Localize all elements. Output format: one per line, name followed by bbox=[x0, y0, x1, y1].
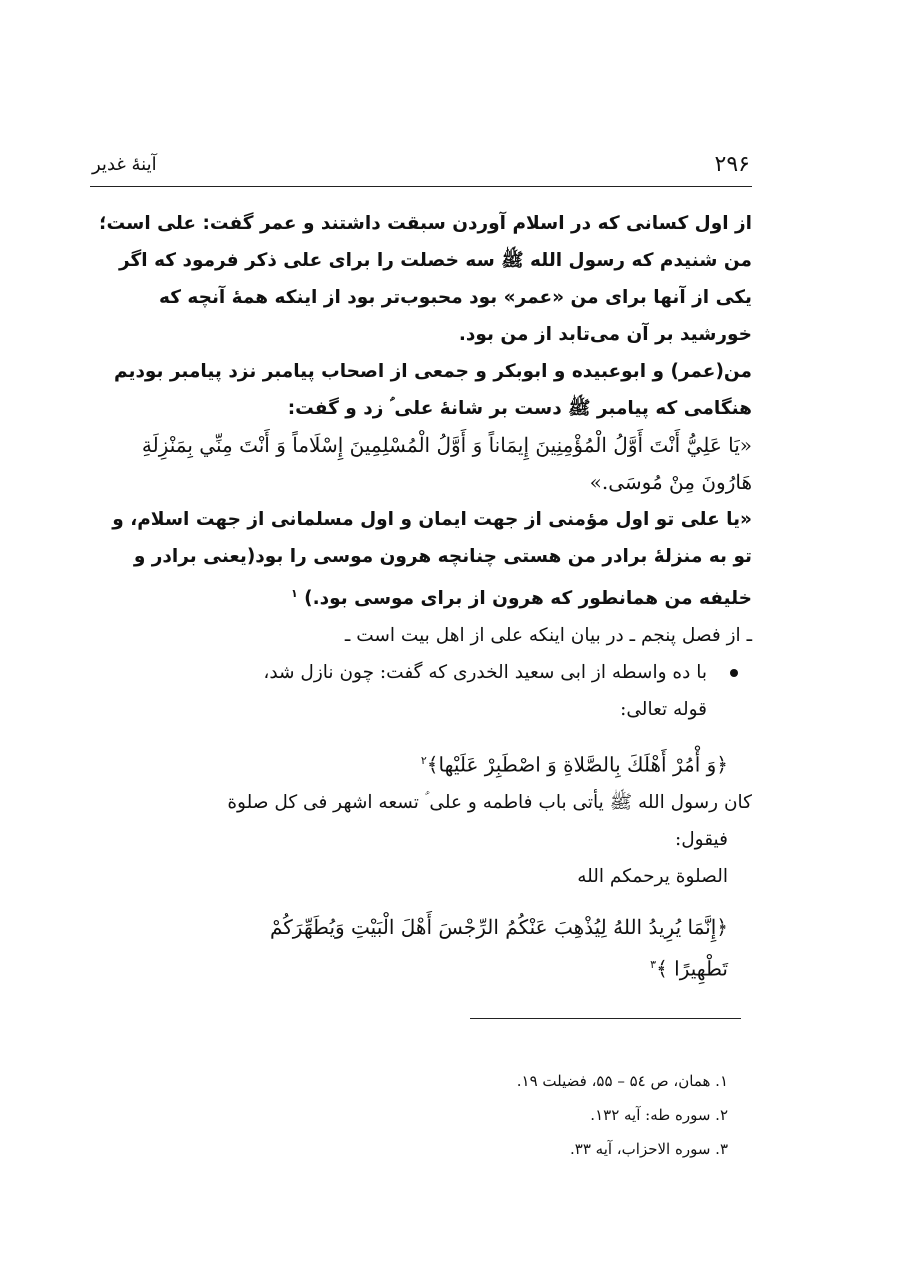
bullet-dot-icon bbox=[730, 669, 738, 677]
footnote-marker: ۳ bbox=[650, 957, 657, 971]
footnote: ۲. سوره طه: آیه ۱۳۲. bbox=[590, 1106, 728, 1124]
hadith-line: هَارُونَ مِنْ مُوسَى.» bbox=[589, 470, 752, 494]
footnote-divider bbox=[470, 1018, 741, 1019]
text-line: از اول کسانی که در اسلام آوردن سبقت داشتند و عمر گفت: علی است؛ bbox=[99, 213, 752, 234]
text-line: من(عمر) و ابوعبیده و ابوبکر و جمعی از اصحاب پیامبر نزد پیامبر بودیم bbox=[113, 361, 752, 382]
narration-line: فیقول: bbox=[674, 828, 728, 850]
text-line: هنگامی که پیامبر ﷺ دست بر شانهٔ علی ؑ زد و گفت: bbox=[287, 398, 752, 419]
footnote: ۳. سوره الاحزاب، آیه ۳۳. bbox=[569, 1140, 728, 1158]
page-number: ۲۹۶ bbox=[714, 152, 750, 177]
text-line: من شنیدم که رسول الله ﷺ سه خصلت را برای علی ذکر فرمود که اگر bbox=[119, 250, 752, 271]
main-text bbox=[90, 205, 752, 987]
quran-verse bbox=[90, 742, 752, 784]
running-title: آینهٔ غدیر bbox=[92, 154, 157, 175]
bullet-text: با ده واسطه از ابی سعید الخدری که گفت: چون نازل شد، bbox=[263, 662, 707, 684]
quran-verse: ﴿إِنَّمَا یُرِیدُ اللهُ لِیُذْهِبَ عَنْكُمُ الرِّجْسَ أَهْلَ الْبَیْتِ وَیُطَهِّرَكُمْ bbox=[269, 914, 728, 939]
bullet-continuation: قوله تعالی: bbox=[620, 699, 707, 721]
translation-line bbox=[90, 575, 752, 617]
hadith-line: «یَا عَلِيُّ أَنْتَ أَوَّلُ الْمُؤْمِنِینَ إِیمَاناً وَ أَوَّلُ الْمُسْلِمِینَ إِسْلَاماً وَ أَنْتَ مِنِّي بِمَنْزِلَةِ bbox=[141, 433, 752, 457]
footnote-marker: ۱ bbox=[291, 587, 298, 600]
translation-line: تو به منزلهٔ برادر من هستی چنانچه هرون موسی را بود(یعنی برادر و bbox=[133, 546, 752, 567]
translation-text: خلیفه من همانطور که هرون از برای موسی بود.) bbox=[304, 588, 752, 610]
section-heading: ـ از فصل پنجم ـ در بیان اینکه علی از اهل بیت است ـ bbox=[344, 625, 752, 647]
footnote: ۱. همان، ص ۵٤ – ۵۵، فضیلت ۱۹. bbox=[516, 1072, 728, 1090]
quran-verse-cont bbox=[90, 946, 752, 988]
text-line: خورشید بر آن می‌تابد از من بود. bbox=[458, 324, 752, 345]
page-header bbox=[90, 150, 752, 187]
narration-line: الصلوة یرحمکم الله bbox=[577, 865, 728, 887]
verse-text: ﴿وَ أْمُرْ أَهْلَكَ بِالصَّلاةِ وَ اصْطَبِرْ عَلَیْها﴾ bbox=[426, 752, 728, 777]
translation-line: «یا علی تو اول مؤمنی از جهت ایمان و اول مسلمانی از جهت اسلام، و bbox=[112, 509, 752, 530]
verse-text: تَطْهِیرًا ﴾ bbox=[656, 956, 728, 981]
footnote-marker: ۲ bbox=[420, 754, 427, 768]
bullet-item bbox=[90, 654, 752, 728]
text-line: یکی از آنها برای من «عمر» بود محبوب‌تر بود از اینکه همهٔ آنچه که bbox=[158, 287, 752, 308]
footnotes bbox=[90, 1064, 752, 1166]
narration-line: کان رسول الله ﷺ یأتی باب فاطمه و علی ؑ تسعه اشهر فی کل صلوة bbox=[227, 791, 752, 813]
